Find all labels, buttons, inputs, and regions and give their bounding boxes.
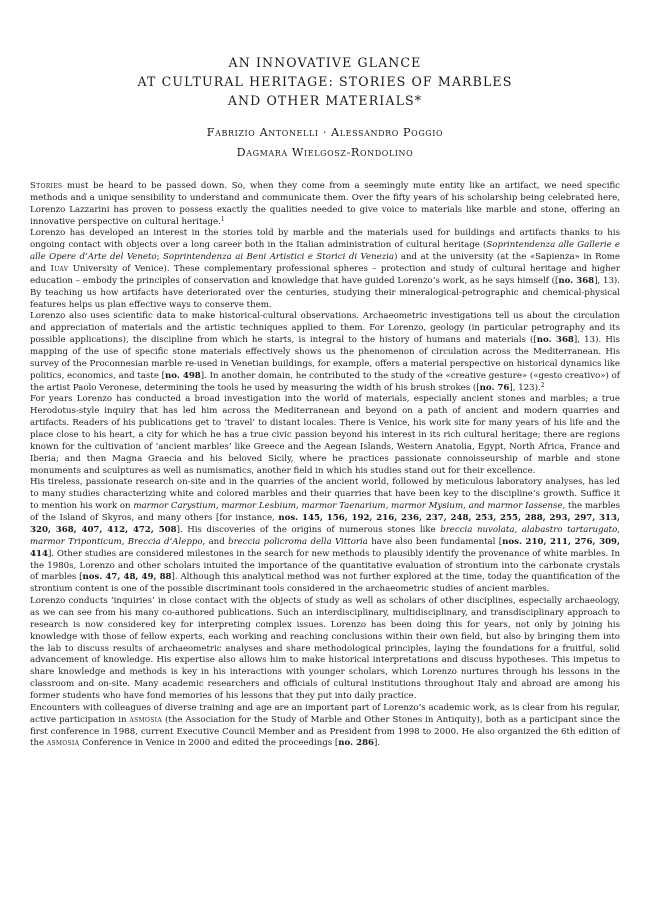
small-caps-text: asmosia [129,714,162,725]
paragraph-4 [30,394,620,477]
reference-link[interactable]: no. 368 [558,275,595,286]
reference-link[interactable]: no. 368 [536,335,574,346]
lead-word: Stories [30,181,63,191]
article-body [30,181,620,750]
italic-text: Soprintendenza alle Gallerie e alle Opere d’Arte del Veneto [30,240,620,263]
paragraph-1 [30,181,620,228]
text: Conference in Venice in 2000 and edited the proceedings [ [79,738,339,749]
reference-link[interactable]: nos. 145, 156, 192, 216, 236, 237, 248, 253, 255, 288, 293, 297, 313, 320, 368, 407, 412, 472, 508 [30,513,620,535]
text: Lorenzo has developed an interest in the stories told by marble and the materials used for buildings and artifacts thanks to his ongoing contact with objects over a long career both in the Italian administration of cultural heritage ( [30,228,620,251]
text: , and [202,536,229,547]
italic-text: Soprintendenza ai Beni Artistici e Storici di Venezia [162,252,395,263]
text: ], 13). By teaching us how artifacts have deteriorated over the centuries, studying their mineralogical-petrographic and chemical-physical features helps us plan effective ways to conserve them. [30,275,620,310]
title-line-2: AT CULTURAL HERITAGE: STORIES OF MARBLES [137,74,513,89]
footnote-ref[interactable]: 1 [220,215,225,223]
small-caps-text: Iuav [50,264,69,275]
reference-link[interactable]: nos. 210, 211, 276, 309, 414 [30,536,621,559]
reference-link[interactable]: no. 498 [165,370,201,381]
text: , the marbles of the Island of Skyros, and many others [for instance, [30,501,620,524]
text: ; [156,252,163,263]
text: ) and at the university (at the «Sapienza» in Rome and [30,252,620,275]
text: ]. His discoveries of the origins of numerous stones like [176,524,441,535]
authors-line-2: Dagmara Wielgosz-Rondolino [236,146,414,159]
text: Lorenzo conducts ‘inquiries’ in close contact with the objects of study as well as scholars of other disciplines, especially archaeology, as we can see from his many co-authored publications. Such an interdisciplinary, multidisciplinary, and transdisciplinary approach to research is now considered key for interpreting complex issues. Lorenzo has been doing this for years, not only by joining his knowledge with those of fellow experts, each working and reaching conclusions within their own field, but also by bringing them into the lab to discuss results of archaeometric analyses and share methodological principles, laying the foundations for a fruitful, solid advancement of knowledge. His expertise also allows him to make historical interpretations and discuss hypotheses. This impetus to share knowledge and methods is key in his interactions with younger scholars, which Lorenzo nurtures through his lessons in the classroom and on-site. Many academic researchers and officials of cultural institutions throughout Italy and abroad are among his former students who have fond memories of his lessons that they put into daily practice. [30,596,620,701]
paragraph-7 [30,703,620,750]
text: University of Venice). These complementary professional spheres – protection and study of cultural heritage and higher education – embody the principles of conservation and knowledge that have guided Lorenzo’s work, as he says himself ([ [30,264,620,286]
paragraph-2 [30,228,620,311]
small-caps-text: asmosia [46,738,80,749]
reference-link[interactable]: no. 76 [479,382,510,393]
text: have also been fundamental [ [367,536,503,547]
title-line-3: AND OTHER MATERIALS* [227,93,423,108]
text: ]. Although this analytical method was not further explored at the time, today the quantification of the strontium content is one of the possible discriminant tools considered in the archaeometric studies of ancient marbles. [30,572,621,595]
reference-link[interactable]: no. 286 [338,738,375,749]
text: Lorenzo also uses scientific data to make historical-cultural observations. Archaeometric investigations tell us about the circulation and appreciation of materials and the artistic techniques applied to them. For Lorenzo, geology (in particular petrography and its possible applications), the discipline from which he starts, is integral to the history of humans and materials ([ [30,311,620,346]
text: must be heard to be passed down. So, when they come from a seemingly mute entity like an artifact, we need specific methods and a unique sensibility to understand and communicate them. Over the fifty years of his scholarship being celebrated here, Lorenzo Lazzarini has proven to possess exactly the qualities needed to give voice to materials like marble and stone, offering an innovative perspective on cultural heritage. [30,181,620,227]
text: Encounters with colleagues of diverse training and age are an important part of Lorenzo’s academic work, as is clear from his regular, active participation in [30,702,620,725]
article-title [0,53,650,110]
reference-link[interactable]: nos. 47, 48, 49, 88 [82,572,172,583]
text: ]. [374,738,381,749]
text: ]. In another domain, he contributed to the study of the «creative gesture» («gesto creativo») of the artist Paolo Veronese, determining the tools he used by measuring the width of his brush strokes ([ [30,370,620,393]
text: For years Lorenzo has conducted a broad investigation into the world of materials, especially ancient stones and marbles; a true Herodotus-style inquiry that has led him across the Mediterranean and beyond on a path of ancient and modern quarries and artifacts. Readers of his publications get to ‘travel’ to distant locales. There is Venice, his work site for many years of his life and the place close to his heart, a city for which he has a true civic passion beyond his interest in its rich cultural heritage; there are regions known for the cultivation of ‘ancient marbles’ like Greece and the Aegean Islands, Western Anatolia, Egypt, North Africa, France and Iberia; and then Magna Graecia and his beloved Sicily, where he practices passionate connoisseurship of marble and stone monuments and sculptures as well as numismatics, another field in which his studies stand out for their excellence. [30,394,620,476]
authors-line-1: Fabrizio Antonelli · Alessandro Poggio [206,126,444,139]
text: ], 123). [509,382,541,393]
italic-text: marmor Carystium, marmor Lesbium, marmor Taenarium, marmor Mysium, and marmor Iassense [133,501,563,512]
author-list [0,123,650,163]
italic-text: breccia nuvolata, alabastro tartarugato, marmor Triponticum, Breccia d’Aleppo [30,524,620,547]
paragraph-3 [30,311,620,394]
footnote-ref[interactable]: 2 [540,381,545,389]
paragraph-5 [30,477,620,596]
paragraph-6 [30,596,620,703]
italic-text: breccia policroma della Vittoria [228,536,368,547]
title-line-1: AN INNOVATIVE GLANCE [228,55,422,70]
text: (the Association for the Study of Marble and Other Stones in Antiquity), both as a participant since the first conference in 1988, current Executive Council Member and as President from 1998 to 2000. He also organized the 6th edition of the [30,714,620,749]
text: His tireless, passionate research on-site and in the quarries of the ancient world, followed by meticulous laboratory analyses, has led to many studies characterizing white and colored marbles and their quarries that have been key to the discipline’s growth. Suffice it to mention his work on [30,477,620,512]
text: ], 13). His mapping of the use of specific stone materials effectively shows us the phenomenon of circulation across the Mediterranean. His survey of the Proconnesian marble re-used in Venetian buildings, for example, offers a material perspective on historical dynamics like politics, economics, and taste [ [30,335,620,381]
text: ]. Other studies are considered milestones in the search for new methods to plausibly identify the provenance of white marbles. In the 1980s, Lorenzo and other scholars intuited the importance of the quantitative evaluation of strontium into the carbonate crystals of marbles [ [30,548,620,583]
